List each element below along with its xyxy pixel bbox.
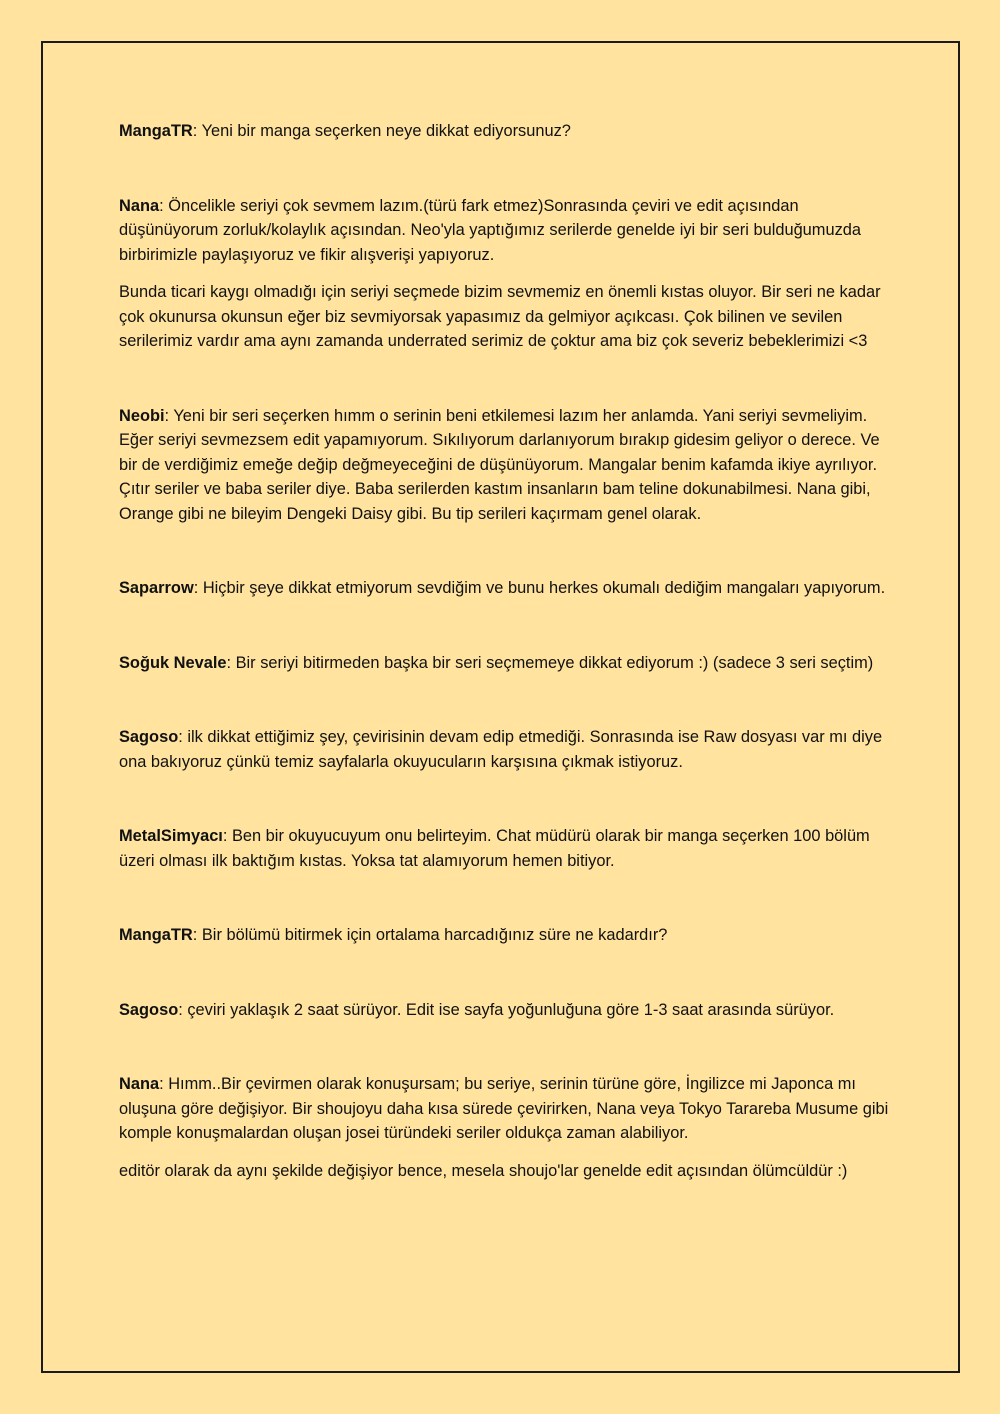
interview-entry — [119, 824, 889, 873]
interview-entry — [119, 725, 889, 774]
speaker-name: MangaTR — [119, 926, 193, 944]
entry-paragraph: Nana: Öncelikle seriyi çok sevmem lazım.(türü fark etmez)Sonrasında çeviri ve edit açısından düşünüyorum zorluk/kolaylık açısından. Neo'yla yaptığımız serilerde genelde iyi bir seri bulduğumuzda birbirimizle paylaşıyoruz ve fikir alışverişi yapıyoruz. — [119, 196, 861, 264]
entry-text: Öncelikle seriyi çok sevmem lazım.(türü fark etmez)Sonrasında çeviri ve edit açısından düşünüyorum zorluk/kolaylık açısından. Neo'yla yaptığımız serilerde genelde iyi bir seri bulduğumuzda birbirimizle paylaşıyoruz ve fikir alışverişi yapıyoruz. — [119, 196, 861, 264]
entry-text: Hımm..Bir çevirmen olarak konuşursam; bu seriye, serinin türüne göre, İngilizce mi Japonca mı oluşuna göre değişiyor. Bir shoujoyu daha kısa sürede çevirirken, Nana veya Tokyo Tarareba Musume gibi komple konuşmalardan oluşan josei türündeki seriler oldukça zaman alabiliyor. — [119, 1075, 889, 1142]
interview-entry — [119, 576, 889, 601]
entry-paragraph: Nana: Hımm..Bir çevirmen olarak konuşursam; bu seriye, serinin türüne göre, İngilizce mi Japonca mı oluşuna göre değişiyor. Bir shoujoyu daha kısa sürede çevirirken, Nana veya Tokyo Tarareba Musume gibi komple konuşmalardan oluşan josei türündeki seriler oldukça zaman alabiliyor. — [119, 1075, 889, 1142]
interview-entry — [119, 923, 889, 948]
entry-text: Yeni bir seri seçerken hımm o serinin beni etkilemesi lazım her anlamda. Yani seriyi sevmeliyim. Eğer seriyi sevmezsem edit yapamıyorum. Sıkılıyorum darlanıyorum bırakıp gidesim geliyor o derece. Ve bir de verdiğimiz emeğe değip değmeyeceğini de düşünüyorum. Mangalar benim kafamda ikiye ayrılıyor. Çıtır seriler ve baba seriler diye. Baba serilerden kastım insanların bam teline dokunabilmesi. Nana gibi, Orange gibi ne bileyim Dengeki Daisy gibi. Bu tip serileri kaçırmam genel olarak. — [119, 406, 880, 523]
entry-paragraph: Soğuk Nevale: Bir seriyi bitirmeden başka bir seri seçmemeye dikkat ediyorum :) (sadece 3 seri seçtim) — [119, 653, 874, 672]
entry-paragraph: Saparrow: Hiçbir şeye dikkat etmiyorum sevdiğim ve bunu herkes okumalı dediğim mangaları yapıyorum. — [119, 579, 886, 597]
entry-paragraph: Sagoso: ilk dikkat ettiğimiz şey, çevirisinin devam edip etmediği. Sonrasında ise Raw dosyası var mı diye ona bakıyoruz çünkü temiz sayfalarla okuyucuların karşısına çıkmak istiyoruz. — [119, 728, 883, 771]
entry-text: ilk dikkat ettiğimiz şey, çevirisinin devam edip etmediği. Sonrasında ise Raw dosyası var mı diye ona bakıyoruz çünkü temiz sayfalarla okuyucuların karşısına çıkmak istiyoruz. — [119, 728, 883, 771]
interview-entry — [119, 194, 889, 354]
entry-text: Ben bir okuyucuyum onu belirteyim. Chat müdürü olarak bir manga seçerken 100 bölüm üzeri olması ilk baktığım kıstas. Yoksa tat alamıyorum hemen bitiyor. — [119, 827, 870, 870]
interview-entry — [119, 404, 889, 527]
entry-paragraph: editör olarak da aynı şekilde değişiyor bence, mesela shoujo'lar genelde edit açısından ölümcüldür :) — [119, 1161, 848, 1180]
speaker-name: Sagoso — [119, 1000, 179, 1019]
speaker-name: MangaTR — [119, 122, 193, 140]
entry-paragraph: Sagoso: çeviri yaklaşık 2 saat sürüyor. Edit ise sayfa yoğunluğuna göre 1-3 saat arasında sürüyor. — [119, 1000, 835, 1019]
entry-paragraph: Neobi: Yeni bir seri seçerken hımm o serinin beni etkilemesi lazım her anlamda. Yani seriyi sevmeliyim. Eğer seriyi sevmezsem edit yapamıyorum. Sıkılıyorum darlanıyorum bırakıp gidesim geliyor o derece. Ve bir de verdiğimiz emeğe değip değmeyeceğini de düşünüyorum. Mangalar benim kafamda ikiye ayrılıyor. Çıtır seriler ve baba seriler diye. Baba serilerden kastım insanların bam teline dokunabilmesi. Nana gibi, Orange gibi ne bileyim Dengeki Daisy gibi. Bu tip serileri kaçırmam genel olarak. — [119, 406, 880, 523]
interview-content — [119, 119, 889, 1183]
speaker-name: Saparrow — [119, 579, 194, 597]
entry-paragraph: Bunda ticari kaygı olmadığı için seriyi seçmede bizim sevmemiz en önemli kıstas oluyor. Bir seri ne kadar çok okunursa okunsun eğer biz sevmiyorsak yapasımız da gelmiyor açıkcası. Çok bilinen ve sevilen serilerimiz vardır ama aynı zamanda underrated serimiz de çoktur ama biz çok severiz bebeklerimizi <3 — [119, 283, 881, 350]
speaker-name: Nana — [119, 1075, 160, 1093]
interview-entry — [119, 998, 889, 1023]
speaker-name: MetalSimyacı — [119, 827, 223, 845]
speaker-name: Neobi — [119, 406, 165, 425]
entry-text: çeviri yaklaşık 2 saat sürüyor. Edit ise sayfa yoğunluğuna göre 1-3 saat arasında sürüyor. — [187, 1000, 835, 1019]
entry-text: Bir seriyi bitirmeden başka bir seri seçmemeye dikkat ediyorum :) (sadece 3 seri seçtim) — [235, 653, 874, 672]
entry-text: Hiçbir şeye dikkat etmiyorum sevdiğim ve bunu herkes okumalı dediğim mangaları yapıyorum. — [202, 579, 886, 597]
entry-paragraph: MangaTR: Bir bölümü bitirmek için ortalama harcadığınız süre ne kadardır? — [119, 926, 668, 944]
entry-text: Bir bölümü bitirmek için ortalama harcadığınız süre ne kadardır? — [201, 926, 668, 944]
interview-entry — [119, 119, 889, 144]
entry-paragraph: MetalSimyacı: Ben bir okuyucuyum onu belirteyim. Chat müdürü olarak bir manga seçerken 100 bölüm üzeri olması ilk baktığım kıstas. Yoksa tat alamıyorum hemen bitiyor. — [119, 827, 870, 870]
speaker-name: Nana — [119, 196, 160, 215]
interview-entry — [119, 651, 889, 676]
entry-paragraph: MangaTR: Yeni bir manga seçerken neye dikkat ediyorsunuz? — [119, 122, 571, 140]
speaker-name: Sagoso — [119, 728, 179, 746]
entry-text: Yeni bir manga seçerken neye dikkat ediyorsunuz? — [201, 122, 571, 140]
speaker-name: Soğuk Nevale — [119, 653, 227, 672]
interview-entry — [119, 1072, 889, 1183]
